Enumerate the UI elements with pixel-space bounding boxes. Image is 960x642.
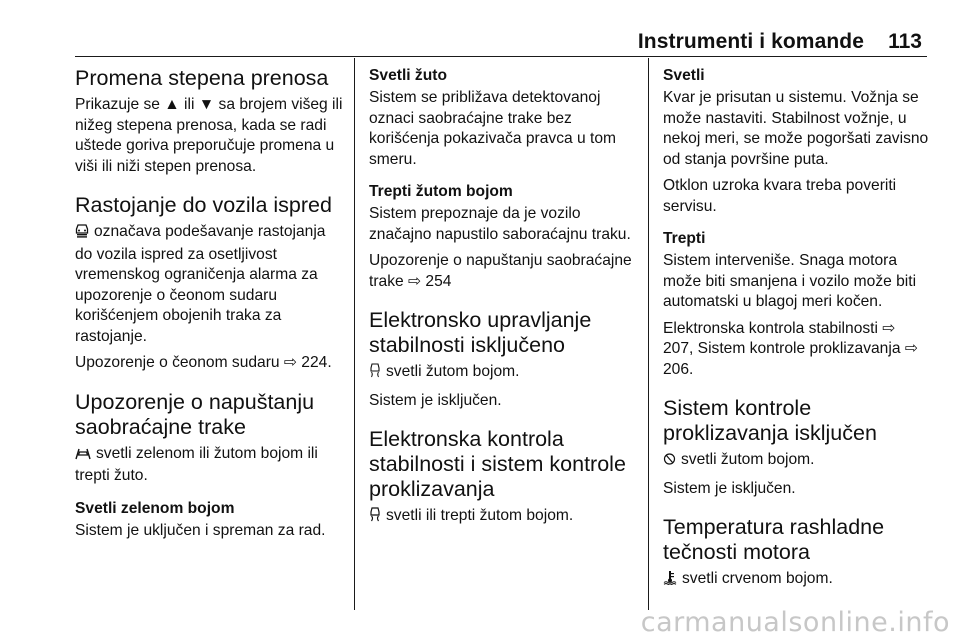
tc-off-icon <box>663 452 676 473</box>
lit-fix-text: Otklon uzroka kvara treba poveriti servisu. <box>663 177 897 215</box>
car-distance-icon <box>75 223 89 245</box>
blink-reference[interactable]: Upozorenje o napuštanju saobraćajne trake ⇨ 254 <box>369 252 632 290</box>
lane-text: svetli zelenom ili žutom bojom ili trepti žuto. <box>75 444 318 484</box>
blink-text: Sistem prepoznaje da je vozilo značajno napustilo saboraćajnu traku. <box>369 205 631 243</box>
lane-heading: Upozorenje o napuštanju saobraćajne trake <box>75 389 315 439</box>
flash-heading: Trepti <box>663 230 706 247</box>
esc-heading: Elektronska kontrola stabilnosti i sistem kontrole proklizavanja <box>369 427 626 501</box>
tc-off-paragraph <box>663 450 929 473</box>
distance-paragraph <box>75 222 343 347</box>
coolant-temperature-icon <box>663 570 677 592</box>
esc-off-state: Sistem je isključen. <box>369 391 502 409</box>
lit-heading: Svetli <box>663 67 705 84</box>
flash-reference[interactable]: Elektronska kontrola stabilnosti ⇨ 207, Sistem kontrole proklizavanja ⇨ 206. <box>663 319 918 378</box>
tc-off-state: Sistem je isključen. <box>663 479 796 497</box>
blink-heading: Trepti žutom bojom <box>369 183 513 200</box>
shift-text: Prikazuje se ▲ ili ▼ sa brojem višeg ili nižeg stepena prenosa, kada se radi uštede goriva preporučuje promena u viši ili niži stepen prenosa. <box>75 96 343 175</box>
page-number: 113 <box>888 30 922 53</box>
column-divider-1 <box>354 58 355 610</box>
coolant-heading: Temperatura rashladne tečnosti motora <box>663 515 885 564</box>
lane-paragraph <box>75 444 343 487</box>
distance-reference[interactable]: Upozorenje o čeonom sudaru ⇨ 224. <box>75 354 332 371</box>
yellow-text: Sistem se približava detektovanoj oznaci saobraćajne trake bez korišćenja pokazivača pravca u tom smeru. <box>369 89 617 168</box>
distance-text: označava podešavanje rastojanja do vozila ispred za osetljivost vremenskog ograničenja alarma za upozorenje o čeonom sudaru korišćenjem obojenih traka za rastojanje. <box>75 223 326 345</box>
tc-off-text: svetli žutom bojom. <box>681 451 815 468</box>
column-2 <box>369 58 639 535</box>
coolant-paragraph <box>663 569 929 592</box>
esc-off-text: svetli žutom bojom. <box>386 363 520 380</box>
watermark: carmanualsonline.info <box>640 607 950 638</box>
esc-paragraph <box>369 506 639 529</box>
tc-off-heading: Sistem kontrole proklizavanja isključen <box>663 396 877 445</box>
coolant-text: svetli crvenom bojom. <box>682 570 833 587</box>
esc-icon <box>369 507 381 529</box>
lane-departure-icon <box>75 446 91 467</box>
column-1 <box>75 58 343 547</box>
header-divider <box>75 56 927 57</box>
column-divider-2 <box>648 58 649 610</box>
esc-text: svetli ili trepti žutom bojom. <box>386 507 574 524</box>
distance-heading: Rastojanje do vozila ispred <box>75 193 332 217</box>
column-3 <box>663 58 929 598</box>
page-header-title: Instrumenti i komande <box>637 30 864 53</box>
esc-off-icon <box>369 363 381 385</box>
yellow-heading: Svetli žuto <box>369 67 447 84</box>
shift-heading: Promena stepena prenosa <box>75 66 329 90</box>
flash-text: Sistem interveniše. Snaga motora može biti smanjena i vozilo može biti automatski u blagoj meri kočen. <box>663 252 917 310</box>
esc-off-paragraph <box>369 362 639 385</box>
lit-text: Kvar je prisutan u sistemu. Vožnja se može nastaviti. Stabilnost vožnje, u nekoj meri, se može pogoršati zavisno od stanja površine puta. <box>663 89 929 168</box>
green-heading: Svetli zelenom bojom <box>75 499 235 517</box>
green-text: Sistem je uključen i spreman za rad. <box>75 521 326 539</box>
esc-off-heading: Elektronsko upravljanje stabilnosti isključeno <box>369 308 592 357</box>
